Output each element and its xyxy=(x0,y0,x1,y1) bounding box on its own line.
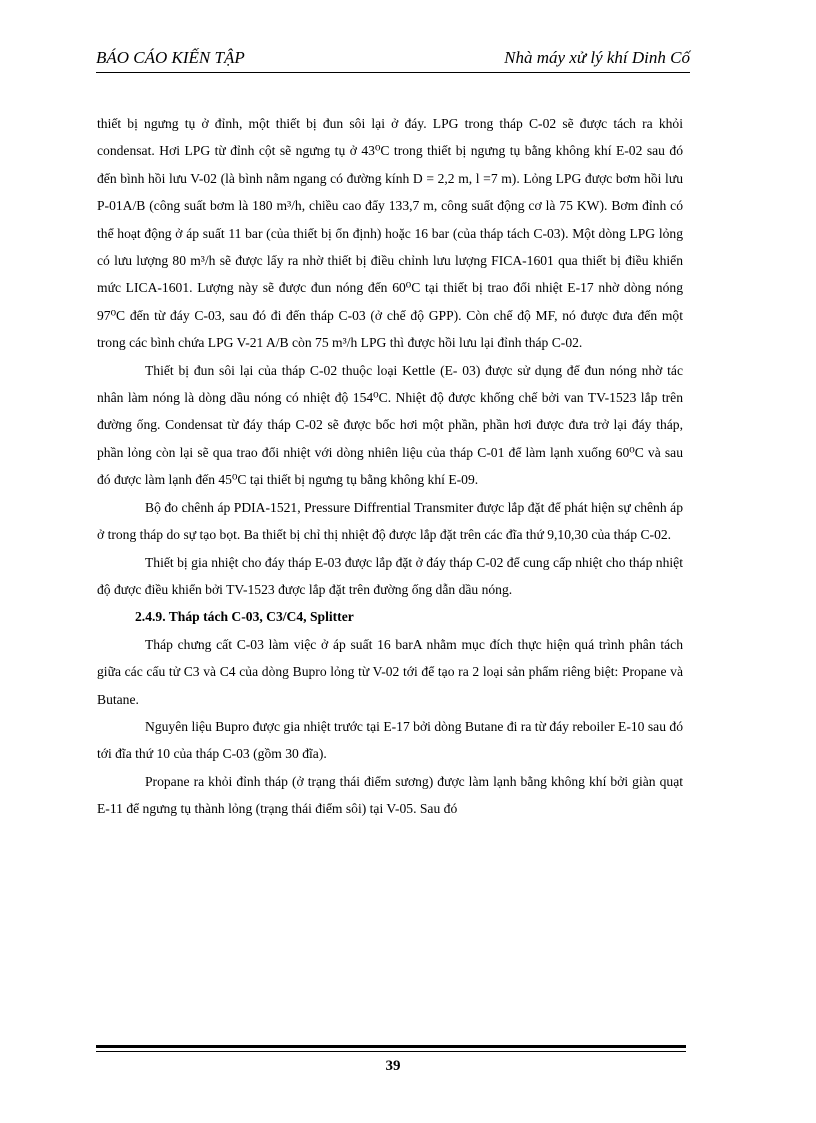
page-number: 39 xyxy=(385,1058,401,1074)
paragraph-bottom-heater: Thiết bị gia nhiệt cho đáy tháp E-03 được lắp đặt ở đáy tháp C-02 để cung cấp nhiệt cho tháp nhiệt độ được điều khiển bởi TV-1523 được lắp đặt trên đường ống dẫn dầu nóng. xyxy=(97,554,683,597)
paragraph-reboiler: Thiết bị đun sôi lại của tháp C-02 thuộc loại Kettle (E- 03) được sử dụng để đun nóng nhờ tác nhân làm nóng là dòng dầu nóng có nhiệt độ 154⁰C. Nhiệt độ được khống chế bởi van TV-1523 lắp trên đường ống. Condensat từ đáy tháp C-02 sẽ được bốc hơi một phần, phần hơi được đưa trở lại đáy tháp, phần lỏng còn lại sẽ qua trao đổi nhiệt với dòng nhiên liệu của tháp C-01 để làm lạnh xuống 60⁰C và sau đó được làm lạnh đến 45⁰C tại thiết bị ngưng tụ bằng không khí E-09. xyxy=(97,362,683,488)
footer-divider-thin xyxy=(96,1051,686,1052)
paragraph-lpg-separation: thiết bị ngưng tụ ở đỉnh, một thiết bị đun sôi lại ở đáy. LPG trong tháp C-02 sẽ được tách ra khỏi condensat. Hơi LPG từ đỉnh cột sẽ ngưng tụ ở 43⁰C trong thiết bị ngưng tụ bằng không khí E-02 sau đó đến bình hồi lưu V-02 (là bình nằm ngang có đường kính D = 2,2 m, l =7 m). Lỏng LPG được bơm hồi lưu P-01A/B (công suất bơm là 180 m³/h, chiều cao đẩy 133,7 m, công suất động cơ là 75 KW). Bơm đỉnh có thể hoạt động ở áp suất 11 bar (của thiết bị ổn định) hoặc 16 bar (của tháp tách C-03). Một dòng LPG lỏng có lưu lượng 80 m³/h sẽ được lấy ra nhờ thiết bị điều chỉnh lưu lượng FICA-1601 qua thiết bị điều khiển mức LICA-1601. Lượng này sẽ được đun nóng đến 60⁰C tại thiết bị trao đổi nhiệt E-17 nhờ dòng nóng 97⁰C đến từ đáy C-03, sau đó đi đến tháp C-03 (ở chế độ GPP). Còn chế độ MF, nó được đưa đến một trong các bình chứa LPG V-21 A/B còn 75 m³/h LPG thì được hồi lưu lại đỉnh tháp C-02. xyxy=(97,116,683,351)
header-plant-name: Nhà máy xử lý khí Dinh Cố xyxy=(504,48,690,67)
page-header xyxy=(96,48,690,72)
paragraph-c03-tower: Tháp chưng cất C-03 làm việc ở áp suất 16 barA nhằm mục đích thực hiện quá trình phân tách giữa các cấu tử C3 và C4 của dòng Bupro lỏng từ V-02 tới để tạo ra 2 loại sản phẩm riêng biệt: Propane và Butane. xyxy=(97,636,683,707)
header-report-title: BÁO CÁO KIẾN TẬP xyxy=(96,48,245,67)
paragraph-propane: Propane ra khỏi đỉnh tháp (ở trạng thái điểm sương) được làm lạnh bằng không khí bởi giàn quạt E-11 để ngưng tụ thành lỏng (trạng thái điểm sôi) tại V-05. Sau đó xyxy=(97,773,683,817)
paragraph-bupro-feed: Nguyên liệu Bupro được gia nhiệt trước tại E-17 bởi dòng Butane đi ra từ đáy reboiler E-10 sau đó tới đĩa thứ 10 của tháp C-03 (gồm 30 đĩa). xyxy=(97,718,683,762)
header-divider xyxy=(96,72,690,73)
footer-divider-thick xyxy=(96,1045,686,1048)
page-body xyxy=(97,110,683,823)
section-heading: 2.4.9. Tháp tách C-03, C3/C4, Splitter xyxy=(135,609,354,625)
paragraph-pressure-transmitter: Bộ đo chênh áp PDIA-1521, Pressure Diffrential Transmiter được lắp đặt để phát hiện sự chênh áp ở trong tháp do sự tạo bọt. Ba thiết bị chỉ thị nhiệt độ được lắp đặt trên các đĩa thứ 9,10,30 của tháp C-02. xyxy=(97,499,683,543)
